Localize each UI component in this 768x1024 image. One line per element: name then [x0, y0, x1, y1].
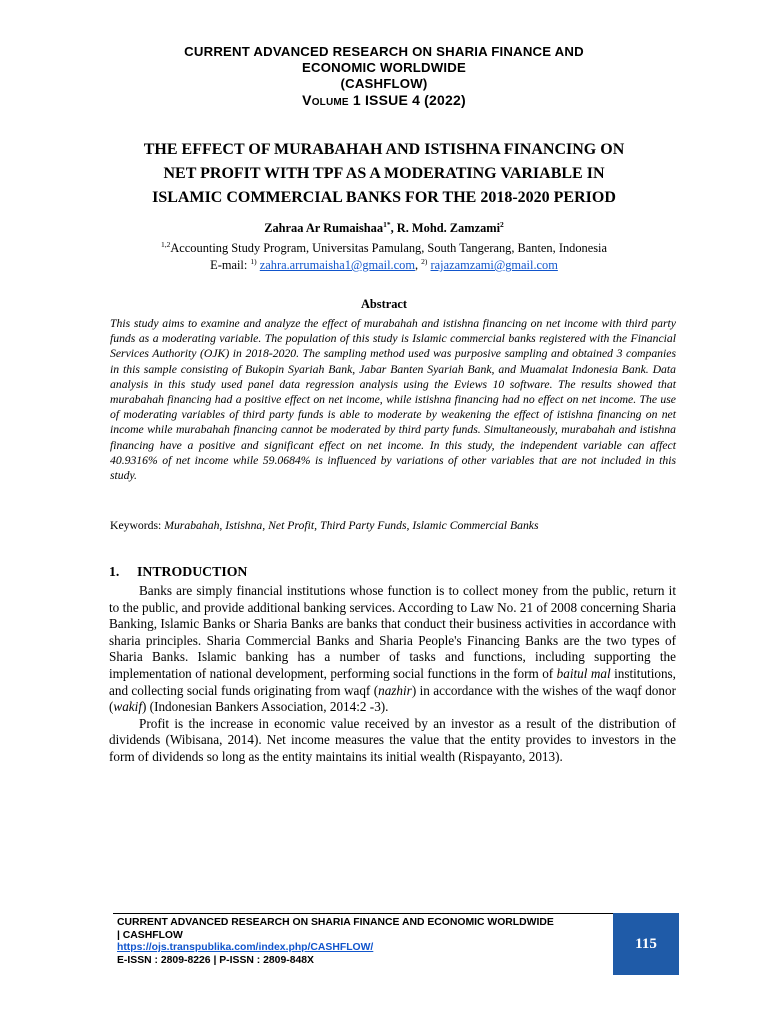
section-heading-introduction	[109, 564, 247, 580]
journal-title-line-2: ECONOMIC WORLDWIDE	[301, 60, 467, 75]
section-title: INTRODUCTION	[137, 564, 248, 579]
intro-p1-text-d: ) (Indonesian Bankers Association, 2014:2 -3).	[141, 699, 389, 715]
intro-p1-text-b: institutions, and collecting social funds originating from waqf (	[109, 665, 676, 698]
page-number-badge	[613, 913, 679, 975]
affiliation	[0, 240, 768, 274]
volume-issue: Volume 1 ISSUE 4 (2022)	[302, 92, 466, 108]
email-line	[0, 257, 768, 274]
abstract-heading: Abstract	[360, 297, 408, 311]
intro-p1-text-c: ) in accordance with the wishes of the waqf donor (	[109, 682, 676, 715]
intro-paragraph-2: Profit is the increase in economic value received by an investor as a result of the distribution of dividends (Wibisana, 2014). Net income measures the value that the entity provides to investors in the form of dividends so long as the entity maintains its initial wealth (Rispayanto, 2013).	[109, 715, 676, 764]
email-2-superscript: 2)	[421, 256, 428, 266]
keywords-label: Keywords:	[110, 519, 165, 532]
abstract-body: This study aims to examine and analyze the effect of murabahah and istishna financing on net income with third party funds as a moderating variable. The population of this study is Islamic commercial banks registered with the Financial Services Authority (OJK) in 2018-2020. The sampling method used was purposive sampling and obtained 3 companies in this sample consisting of Bukopin Syariah Bank, Jabar Banten Syariah Bank, and Muamalat Indonesia Bank. Data analysis in this study used panel data regression analysis using the Eviews 10 software. The results showed that murabahah financing had a positive effect on net income, while istishna financing had no effect on net income. The use of moderating variables of third party funds is able to moderate by weakening the effect of istishna financing on net income while murabahah financing cannot be moderated by third party funds. Simultaneously, murabahah and istishna financing have a positive and significant effect on net income. In this study, the independent variable can affect 40.9316% of net income while 59.0684% is influenced by variations of other variables that are not included in this study.	[110, 317, 676, 483]
introduction-body	[109, 583, 676, 766]
page-number: 115	[635, 935, 657, 952]
journal-header	[0, 44, 768, 108]
footer-issn: E-ISSN : 2809-8226 | P-ISSN : 2809-848X	[117, 954, 314, 966]
affiliation-superscript: 1,2	[160, 239, 171, 249]
email-separator: ,	[414, 258, 422, 272]
email-1-link[interactable]: zahra.arrumaisha1@gmail.com	[259, 258, 415, 272]
intro-p1-italic-baitul-mal: baitul mal	[556, 665, 611, 681]
intro-paragraph-1	[109, 583, 676, 716]
journal-abbreviation: (CASHFLOW)	[340, 76, 428, 91]
email-1-superscript: 1)	[250, 256, 257, 266]
intro-p1-italic-wakif: wakif	[113, 699, 142, 715]
footer-journal-line-2: | CASHFLOW	[117, 929, 183, 941]
email-label: E-mail:	[210, 258, 251, 272]
email-2-link[interactable]: rajazamzami@gmail.com	[430, 258, 558, 272]
author-separator: ,	[390, 221, 397, 235]
paper-title-line-2: NET PROFIT WITH TPF AS A MODERATING VARIABLE IN	[163, 165, 605, 182]
paper-title-line-1: THE EFFECT OF MURABAHAH AND ISTISHNA FINANCING ON	[143, 141, 625, 158]
footer-journal-line-1: CURRENT ADVANCED RESEARCH ON SHARIA FINANCE AND ECONOMIC WORLDWIDE	[117, 917, 554, 928]
footer-journal-info	[117, 917, 607, 967]
author-1-superscript: 1*	[383, 219, 391, 229]
keywords-values: Murabahah, Istishna, Net Profit, Third Party Funds, Islamic Commercial Banks	[164, 519, 539, 532]
section-number: 1.	[109, 564, 120, 579]
footer-divider	[113, 913, 679, 914]
paper-title	[90, 138, 678, 210]
intro-p1-text-a: Banks are simply financial institutions whose function is to collect money from the public, return it to the public, and provide additional banking services. According to Law No. 21 of 2008 concerning Sharia Banking, Islamic Banks or Sharia Banks are banks that conduct their business activities in accordance with sharia principles. Sharia Commercial Banks and Sharia People's Financing Banks are the two types of Sharia Banks. Islamic banking has a number of tasks and functions, including supporting the implementation of national development, performing social functions in the form of	[109, 583, 676, 681]
authors	[0, 221, 768, 236]
affiliation-text: Accounting Study Program, Universitas Pamulang, South Tangerang, Banten, Indonesia	[170, 241, 607, 255]
keywords	[110, 519, 676, 532]
footer-journal-url[interactable]: https://ojs.transpublika.com/index.php/CASHFLOW/	[117, 942, 374, 954]
author-2: R. Mohd. Zamzami	[396, 221, 501, 235]
author-1: Zahraa Ar Rumaishaa	[264, 221, 384, 235]
intro-p1-italic-nazhir: nazhir	[378, 682, 412, 698]
journal-title-line-1: CURRENT ADVANCED RESEARCH ON SHARIA FINANCE AND	[184, 44, 584, 59]
affiliation-line	[0, 240, 768, 257]
author-2-superscript: 2	[500, 219, 504, 229]
paper-title-line-3: ISLAMIC COMMERCIAL BANKS FOR THE 2018-2020 PERIOD	[152, 189, 616, 206]
